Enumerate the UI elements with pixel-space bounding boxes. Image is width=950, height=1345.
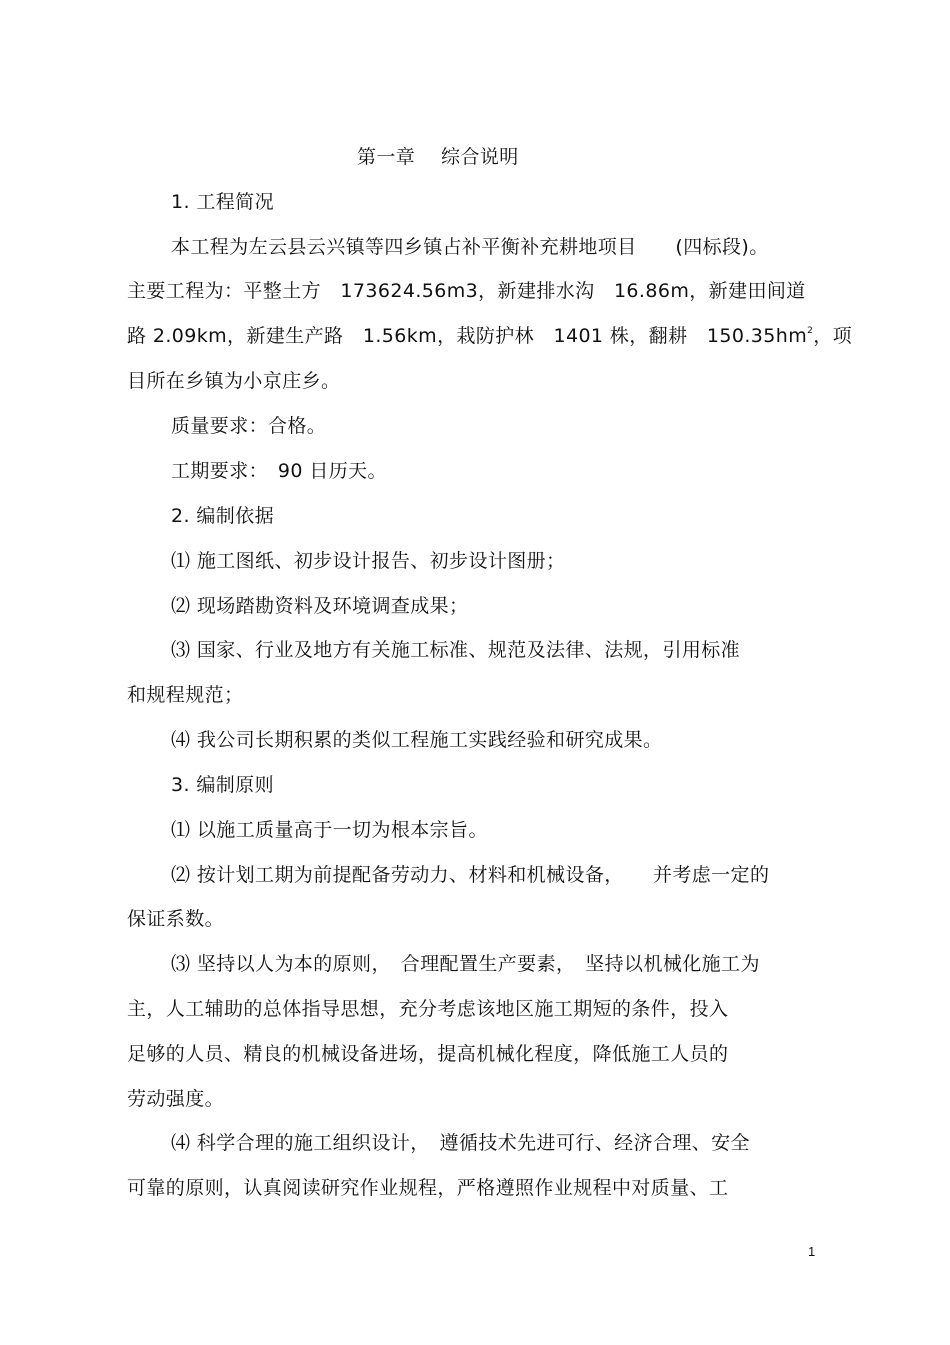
chapter-title: 第一章 综合说明 <box>357 146 519 168</box>
section-heading-project-overview: 1. 工程简况 <box>171 191 274 213</box>
list-item: ⑷ 科学合理的施工组织设计， 遵循技术先进可行、经济合理、安全 <box>171 1132 750 1154</box>
list-item: ⑵ 现场踏勘资料及环境调查成果； <box>171 595 469 617</box>
list-item: ⑷ 我公司长期积累的类似工程施工实践经验和研究成果。 <box>171 729 663 751</box>
section-heading-basis: 2. 编制依据 <box>171 505 274 527</box>
list-item: ⑶ 国家、行业及地方有关施工标准、规范及法律、法规，引用标准 <box>171 639 741 661</box>
list-item-continuation: 和规程规范； <box>127 684 244 706</box>
list-item-continuation: 保证系数。 <box>127 908 225 930</box>
paragraph-line: 主要工程为：平整土方 173624.56m3，新建排水沟 16.86m，新建田间道 <box>127 280 806 302</box>
schedule-requirement: 工期要求： 90 日历天。 <box>171 460 387 482</box>
section-heading-principles: 3. 编制原则 <box>171 774 274 796</box>
paragraph-line: 目所在乡镇为小京庄乡。 <box>127 370 341 392</box>
list-item: ⑴ 以施工质量高于一切为根本宗旨。 <box>171 819 488 841</box>
paragraph-line-with-superscript <box>127 324 852 348</box>
quality-requirement: 质量要求：合格。 <box>171 415 327 437</box>
list-item-continuation: 主，人工辅助的总体指导思想，充分考虑该地区施工期短的条件，投入 <box>127 998 729 1020</box>
list-item: ⑵ 按计划工期为前提配备劳动力、材料和机械设备， 并考虑一定的 <box>171 864 770 886</box>
paragraph-line-text: 路 2.09km，新建生产路 1.56km，栽防护林 1401 株，翻耕 150.35hm <box>127 325 808 347</box>
list-item-continuation: 可靠的原则，认真阅读研究作业规程，严格遵照作业规程中对质量、工 <box>127 1177 729 1199</box>
list-item-continuation: 足够的人员、精良的机械设备进场，提高机械化程度，降低施工人员的 <box>127 1043 729 1065</box>
paragraph-line: 本工程为左云县云兴镇等四乡镇占补平衡补充耕地项目 (四标段)。 <box>171 236 769 258</box>
paragraph-line-tail: ，项 <box>813 325 853 347</box>
list-item: ⑶ 坚持以人为本的原则， 合理配置生产要素， 坚持以机械化施工为 <box>171 953 760 975</box>
superscript-value: 2 <box>807 325 814 336</box>
list-item-continuation: 劳动强度。 <box>127 1088 225 1110</box>
list-item: ⑴ 施工图纸、初步设计报告、初步设计图册； <box>171 550 566 572</box>
page-number: 1 <box>808 1244 816 1259</box>
